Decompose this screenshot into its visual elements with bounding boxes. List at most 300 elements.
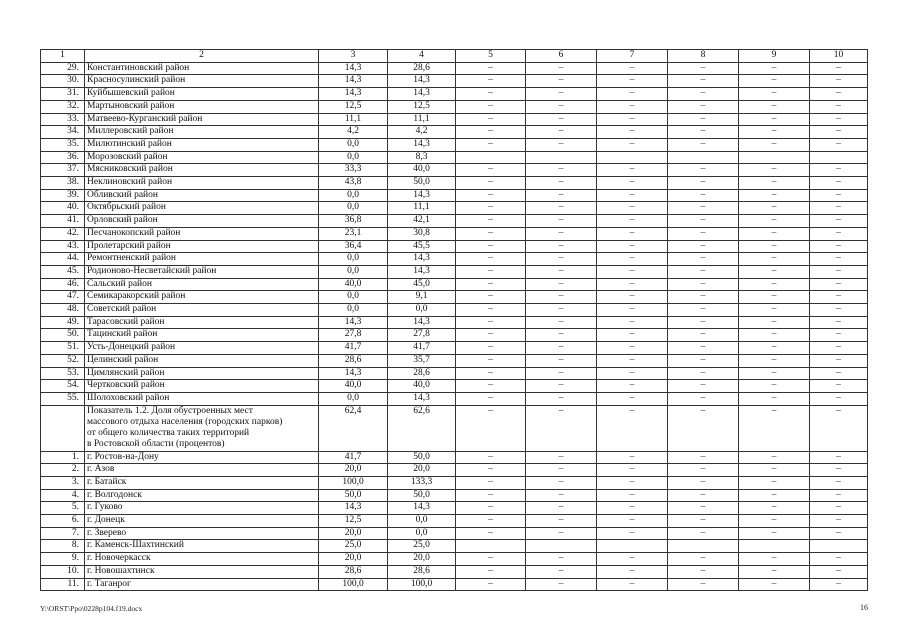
table-cell: 32. xyxy=(41,100,85,113)
table-cell: – xyxy=(739,88,810,101)
table-cell: Семикаракорский район xyxy=(85,291,319,304)
table-cell: 8. xyxy=(41,540,85,553)
table-cell: 14,3 xyxy=(319,316,388,329)
table-cell: – xyxy=(597,189,668,202)
table-cell: – xyxy=(810,380,868,393)
table-cell: 50,0 xyxy=(388,177,456,190)
table-cell: – xyxy=(597,489,668,502)
table-cell: – xyxy=(739,75,810,88)
table-body xyxy=(41,50,868,591)
table-cell: 14,3 xyxy=(388,265,456,278)
table-cell: – xyxy=(597,565,668,578)
table-cell: – xyxy=(668,202,739,215)
table-cell: 44. xyxy=(41,253,85,266)
indicator-title-line: от общего количества таких территорий xyxy=(87,428,250,439)
table-cell: 29. xyxy=(41,62,85,75)
table-row xyxy=(41,565,868,578)
table-cell: 0,0 xyxy=(319,304,388,317)
table-cell xyxy=(597,540,668,553)
table-cell: 14,3 xyxy=(319,502,388,515)
table-cell: – xyxy=(526,265,597,278)
table-cell: 0,0 xyxy=(319,151,388,164)
table-cell: – xyxy=(526,329,597,342)
table-row xyxy=(41,291,868,304)
table-cell: 41,7 xyxy=(319,451,388,464)
table-cell: – xyxy=(739,367,810,380)
table-cell: – xyxy=(810,215,868,228)
table-cell: 36. xyxy=(41,151,85,164)
table-cell: – xyxy=(739,100,810,113)
table-row xyxy=(41,88,868,101)
table-row xyxy=(41,515,868,528)
table-cell: 20,0 xyxy=(388,464,456,477)
table-row xyxy=(41,62,868,75)
table-cell: Усть-Донецкий район xyxy=(85,342,319,355)
table-cell: – xyxy=(810,515,868,528)
table-cell: – xyxy=(810,451,868,464)
table-cell: – xyxy=(597,578,668,591)
table-cell: – xyxy=(597,126,668,139)
table-cell: 28,6 xyxy=(388,62,456,75)
table-cell: 27,8 xyxy=(319,329,388,342)
table-cell: 35. xyxy=(41,138,85,151)
indicator-value: – xyxy=(810,405,868,451)
table-cell: – xyxy=(739,291,810,304)
table-cell: – xyxy=(668,113,739,126)
table-cell: – xyxy=(597,177,668,190)
table-cell: – xyxy=(456,354,526,367)
table-cell: – xyxy=(456,138,526,151)
table-cell: – xyxy=(668,88,739,101)
table-cell: – xyxy=(456,316,526,329)
table-cell: – xyxy=(810,164,868,177)
table-cell xyxy=(739,540,810,553)
table-cell: 0,0 xyxy=(388,527,456,540)
table-cell: – xyxy=(526,304,597,317)
table-cell: – xyxy=(810,291,868,304)
table-row xyxy=(41,392,868,405)
table-cell: Матвеево-Курганский район xyxy=(85,113,319,126)
table-cell: – xyxy=(456,278,526,291)
table-cell xyxy=(456,151,526,164)
table-row xyxy=(41,177,868,190)
table-cell: 11. xyxy=(41,578,85,591)
table-cell: 23,1 xyxy=(319,227,388,240)
table-cell: 42. xyxy=(41,227,85,240)
table-cell: 6. xyxy=(41,515,85,528)
table-cell: – xyxy=(810,138,868,151)
table-row xyxy=(41,215,868,228)
table-cell: 51. xyxy=(41,342,85,355)
table-cell: – xyxy=(739,227,810,240)
table-cell: – xyxy=(668,62,739,75)
table-cell: – xyxy=(456,565,526,578)
table-cell: – xyxy=(597,553,668,566)
table-row xyxy=(41,451,868,464)
table-cell: – xyxy=(456,177,526,190)
table-cell: 9. xyxy=(41,553,85,566)
table-cell: – xyxy=(597,354,668,367)
table-row xyxy=(41,100,868,113)
table-cell: – xyxy=(739,278,810,291)
table-cell: – xyxy=(668,240,739,253)
table-cell: 47. xyxy=(41,291,85,304)
table-cell: – xyxy=(668,342,739,355)
table-cell: 39. xyxy=(41,189,85,202)
table-cell: – xyxy=(810,476,868,489)
table-cell: 41,7 xyxy=(319,342,388,355)
table-cell: г. Каменск-Шахтинский xyxy=(85,540,319,553)
table-cell: – xyxy=(456,464,526,477)
table-cell: – xyxy=(810,75,868,88)
table-row xyxy=(41,316,868,329)
indicator-value: – xyxy=(739,405,810,451)
table-cell: 12,5 xyxy=(319,515,388,528)
table-cell: 45,5 xyxy=(388,240,456,253)
table-row xyxy=(41,240,868,253)
table-cell xyxy=(739,151,810,164)
table-cell: – xyxy=(739,215,810,228)
table-cell: – xyxy=(456,189,526,202)
table-cell: 14,3 xyxy=(388,502,456,515)
table-cell: 100,0 xyxy=(319,476,388,489)
table-cell: – xyxy=(668,278,739,291)
table-cell: – xyxy=(456,553,526,566)
table-cell: 14,3 xyxy=(388,189,456,202)
table-row xyxy=(41,342,868,355)
table-row xyxy=(41,367,868,380)
table-row xyxy=(41,380,868,393)
table-cell: – xyxy=(526,138,597,151)
table-cell: – xyxy=(526,164,597,177)
table-cell: – xyxy=(668,126,739,139)
table-cell: – xyxy=(597,476,668,489)
table-cell: – xyxy=(526,464,597,477)
table-cell: 45. xyxy=(41,265,85,278)
table-cell: 100,0 xyxy=(388,578,456,591)
table-cell: – xyxy=(810,189,868,202)
table-cell: – xyxy=(597,342,668,355)
table-cell: 0,0 xyxy=(319,253,388,266)
header-row xyxy=(41,50,868,63)
table-cell: – xyxy=(597,164,668,177)
table-cell: Неклиновский район xyxy=(85,177,319,190)
table-cell: – xyxy=(597,100,668,113)
table-cell: 14,3 xyxy=(388,253,456,266)
table-cell: 1. xyxy=(41,451,85,464)
table-cell: – xyxy=(668,367,739,380)
column-header: 3 xyxy=(319,50,388,63)
table-cell: – xyxy=(597,253,668,266)
table-cell: – xyxy=(739,62,810,75)
table-cell: – xyxy=(739,502,810,515)
table-cell: – xyxy=(597,138,668,151)
table-cell: 25,0 xyxy=(319,540,388,553)
table-cell: Милютинский район xyxy=(85,138,319,151)
table-cell: – xyxy=(739,177,810,190)
table-cell: – xyxy=(739,126,810,139)
table-cell: – xyxy=(668,392,739,405)
table-cell: 40,0 xyxy=(388,380,456,393)
table-cell: 0,0 xyxy=(319,138,388,151)
table-cell: – xyxy=(810,126,868,139)
table-cell: 2. xyxy=(41,464,85,477)
table-cell: – xyxy=(668,476,739,489)
table-cell: 14,3 xyxy=(388,392,456,405)
table-cell: – xyxy=(668,215,739,228)
table-row xyxy=(41,126,868,139)
table-row xyxy=(41,278,868,291)
table-cell: – xyxy=(456,527,526,540)
table-cell: – xyxy=(456,215,526,228)
table-cell: – xyxy=(668,265,739,278)
table-cell: 48. xyxy=(41,304,85,317)
table-cell: – xyxy=(810,367,868,380)
table-cell: – xyxy=(739,164,810,177)
table-cell: – xyxy=(739,113,810,126)
table-cell: 43. xyxy=(41,240,85,253)
table-cell: – xyxy=(739,342,810,355)
table-cell: – xyxy=(456,164,526,177)
table-cell: – xyxy=(739,515,810,528)
column-header: 4 xyxy=(388,50,456,63)
table-cell: – xyxy=(810,565,868,578)
table-cell: – xyxy=(739,253,810,266)
table-cell: – xyxy=(739,476,810,489)
table-cell: – xyxy=(668,527,739,540)
table-cell: – xyxy=(668,138,739,151)
table-cell: – xyxy=(526,278,597,291)
table-cell: 30,8 xyxy=(388,227,456,240)
table-cell: – xyxy=(739,354,810,367)
table-cell: – xyxy=(597,278,668,291)
table-row xyxy=(41,329,868,342)
table-cell: – xyxy=(597,316,668,329)
table-cell: 8,3 xyxy=(388,151,456,164)
table-cell: – xyxy=(668,451,739,464)
table-cell: – xyxy=(739,489,810,502)
column-header: 9 xyxy=(739,50,810,63)
table-row xyxy=(41,476,868,489)
table-cell: – xyxy=(810,489,868,502)
table-cell: Тарасовский район xyxy=(85,316,319,329)
table-cell: – xyxy=(526,316,597,329)
table-cell: 5. xyxy=(41,502,85,515)
table-cell: – xyxy=(810,100,868,113)
table-cell xyxy=(526,540,597,553)
table-cell: – xyxy=(597,304,668,317)
table-cell: – xyxy=(526,126,597,139)
table-row xyxy=(41,113,868,126)
table-cell: – xyxy=(456,126,526,139)
table-cell: – xyxy=(456,240,526,253)
table-row xyxy=(41,489,868,502)
table-cell: 50,0 xyxy=(388,489,456,502)
table-cell: – xyxy=(810,253,868,266)
column-header: 7 xyxy=(597,50,668,63)
table-cell: – xyxy=(597,392,668,405)
table-cell: 3. xyxy=(41,476,85,489)
table-row xyxy=(41,138,868,151)
table-row xyxy=(41,75,868,88)
table-row xyxy=(41,189,868,202)
table-cell: – xyxy=(668,316,739,329)
table-cell: 20,0 xyxy=(319,553,388,566)
table-cell: Шолоховский район xyxy=(85,392,319,405)
table-cell: – xyxy=(668,75,739,88)
table-cell: Обливский район xyxy=(85,189,319,202)
table-cell: Цимлянский район xyxy=(85,367,319,380)
table-cell: 20,0 xyxy=(319,464,388,477)
table-cell: 28,6 xyxy=(388,367,456,380)
table-cell: Красносулинский район xyxy=(85,75,319,88)
table-row xyxy=(41,265,868,278)
table-cell: 14,3 xyxy=(388,75,456,88)
column-header: 5 xyxy=(456,50,526,63)
table-cell: – xyxy=(597,265,668,278)
table-cell: – xyxy=(668,380,739,393)
table-cell: 14,3 xyxy=(319,75,388,88)
table-cell: г. Батайск xyxy=(85,476,319,489)
table-cell: 0,0 xyxy=(388,515,456,528)
table-cell: – xyxy=(597,75,668,88)
table-cell: – xyxy=(739,138,810,151)
table-cell: – xyxy=(597,527,668,540)
table-row xyxy=(41,151,868,164)
table-cell: 54. xyxy=(41,380,85,393)
table-cell: – xyxy=(526,100,597,113)
table-row xyxy=(41,304,868,317)
table-cell: 0,0 xyxy=(319,265,388,278)
table-cell: Миллеровский район xyxy=(85,126,319,139)
table-cell: – xyxy=(739,380,810,393)
table-cell: – xyxy=(526,527,597,540)
table-cell: – xyxy=(739,464,810,477)
table-cell: – xyxy=(456,329,526,342)
table-cell: г. Новочеркасск xyxy=(85,553,319,566)
table-cell: 0,0 xyxy=(319,189,388,202)
table-cell xyxy=(668,540,739,553)
table-cell: – xyxy=(668,329,739,342)
table-cell: – xyxy=(526,240,597,253)
table-cell: 20,0 xyxy=(388,553,456,566)
table-cell: – xyxy=(526,451,597,464)
indicator-row xyxy=(41,405,868,451)
table-cell: – xyxy=(526,62,597,75)
table-cell: – xyxy=(668,565,739,578)
table-cell: – xyxy=(810,527,868,540)
table-cell: – xyxy=(526,88,597,101)
table-cell: – xyxy=(597,88,668,101)
table-cell xyxy=(597,151,668,164)
table-row xyxy=(41,253,868,266)
table-cell: Мартыновский район xyxy=(85,100,319,113)
table-cell: – xyxy=(456,113,526,126)
table-cell: Тацинский район xyxy=(85,329,319,342)
indicator-title xyxy=(85,405,319,451)
table-cell: 100,0 xyxy=(319,578,388,591)
table-cell: Советский район xyxy=(85,304,319,317)
table-cell: 10. xyxy=(41,565,85,578)
table-cell: – xyxy=(668,354,739,367)
table-cell: – xyxy=(526,227,597,240)
table-cell: 40,0 xyxy=(388,164,456,177)
table-cell: – xyxy=(456,75,526,88)
table-cell: – xyxy=(810,316,868,329)
table-cell: 49. xyxy=(41,316,85,329)
table-cell: 50,0 xyxy=(388,451,456,464)
table-cell: – xyxy=(456,578,526,591)
table-cell: 9,1 xyxy=(388,291,456,304)
table-cell: – xyxy=(526,75,597,88)
table-cell: Морозовский район xyxy=(85,151,319,164)
table-cell xyxy=(810,151,868,164)
table-cell: 41. xyxy=(41,215,85,228)
table-cell xyxy=(810,540,868,553)
table-cell: – xyxy=(597,502,668,515)
table-cell: – xyxy=(526,291,597,304)
table-cell: – xyxy=(526,215,597,228)
table-cell: – xyxy=(456,367,526,380)
table-cell: – xyxy=(456,476,526,489)
table-cell: Ремонтненский район xyxy=(85,253,319,266)
indicator-number xyxy=(41,405,85,451)
table-cell: – xyxy=(456,342,526,355)
table-cell: – xyxy=(526,578,597,591)
table-row xyxy=(41,502,868,515)
table-cell: Родионово-Несветайский район xyxy=(85,265,319,278)
indicator-value: 62,4 xyxy=(319,405,388,451)
table-cell: г. Зверево xyxy=(85,527,319,540)
table-cell: Мясниковский район xyxy=(85,164,319,177)
table-cell: 50,0 xyxy=(319,489,388,502)
table-cell: – xyxy=(526,380,597,393)
table-cell: – xyxy=(456,515,526,528)
table-cell: – xyxy=(526,367,597,380)
table-cell: г. Новошахтинск xyxy=(85,565,319,578)
table-cell: 28,6 xyxy=(319,354,388,367)
table-row xyxy=(41,527,868,540)
table-cell: 38. xyxy=(41,177,85,190)
column-header: 8 xyxy=(668,50,739,63)
table-cell: – xyxy=(668,100,739,113)
table-cell: – xyxy=(526,342,597,355)
table-cell: 55. xyxy=(41,392,85,405)
table-cell: 4,2 xyxy=(319,126,388,139)
table-cell: – xyxy=(668,515,739,528)
table-cell: – xyxy=(668,304,739,317)
table-cell: – xyxy=(739,316,810,329)
table-cell: – xyxy=(456,291,526,304)
table-cell: 36,4 xyxy=(319,240,388,253)
table-cell: Константиновский район xyxy=(85,62,319,75)
table-cell xyxy=(456,540,526,553)
table-cell: 11,1 xyxy=(388,113,456,126)
indicator-title-line: в Ростовской области (процентов) xyxy=(87,439,225,450)
table-cell: 33,3 xyxy=(319,164,388,177)
table-cell: г. Донецк xyxy=(85,515,319,528)
table-cell: – xyxy=(597,291,668,304)
table-cell: – xyxy=(810,392,868,405)
table-cell: – xyxy=(739,451,810,464)
indicator-title-line: Показатель 1.2. Доля обустроенных мест xyxy=(87,405,253,416)
table-cell: – xyxy=(597,215,668,228)
table-row xyxy=(41,164,868,177)
table-cell: – xyxy=(526,202,597,215)
table-cell: – xyxy=(739,553,810,566)
table-cell: – xyxy=(810,113,868,126)
table-cell: 0,0 xyxy=(388,304,456,317)
